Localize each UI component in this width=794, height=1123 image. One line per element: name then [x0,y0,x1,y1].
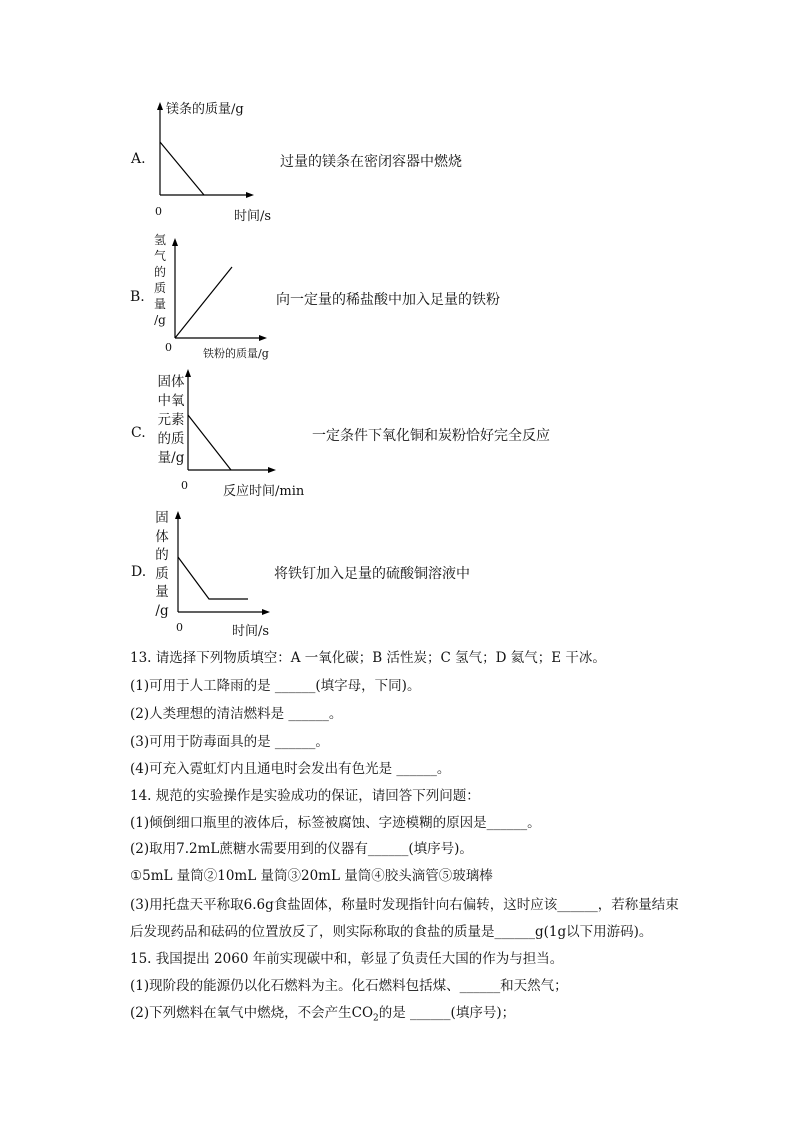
graph-d-curve [178,557,248,599]
graph-c-curve [188,415,231,470]
graph-b-plot [165,235,275,345]
q15-stem: 15. 我国提出 2060 年前实现碳中和，彰显了负责任大国的作为与担当。 [130,951,564,967]
q14-part-3b: 后发现药品和砝码的位置放反了，则实际称取的食盐的质量是______g(1g以下用游码)。 [130,924,653,940]
graph-b-y-arrow [172,238,178,246]
graph-c-y-axis-label: 固体 中氧 元素 的质 量/g [157,374,185,466]
q14-stem: 14. 规范的实验操作是实验成功的保证，请回答下列问题： [130,788,480,804]
graph-b-x-axis-label: 铁粉的质量/g [203,347,269,360]
graph-a-y-axis-label: 镁条的质量/g [166,102,244,117]
q15-part-1: (1)现阶段的能源仍以化石燃料为主。化石燃料包括煤、______和天然气； [130,978,568,994]
option-a-label: A. [131,151,146,167]
graph-d-plot [168,507,278,617]
q14-options: ①5mL 量筒②10mL 量筒③20mL 量筒④胶头滴管⑤玻璃棒 [130,868,493,884]
graph-b-curve [175,267,232,338]
q14-part-3a: (3)用托盘天平称取6.6g食盐固体，称量时发现指针向右偏转，这时应该______，若称量结束 [130,897,679,913]
option-d-label: D. [131,564,147,580]
graph-d-origin: 0 [176,621,183,634]
q14-part-1: (1)倾倒细口瓶里的液体后，标签被腐蚀、字迹模糊的原因是______。 [130,815,541,831]
q13-part-2: (2)人类理想的清洁燃料是 ______。 [130,706,343,722]
graph-d-y-axis-label: 固 体 的 质 量 /g [155,510,169,619]
graph-c-plot [178,365,288,475]
graph-d-x-axis-label: 时间/s [232,624,270,639]
graph-a-curve [160,142,204,195]
graph-b-description: 向一定量的稀盐酸中加入足量的铁粉 [276,292,500,308]
graph-d-y-arrow [175,511,181,519]
graph-d-x-arrow [262,609,270,615]
option-c-label: C. [131,425,146,441]
q14-part-2: (2)取用7.2mL蔗糖水需要用到的仪器有______(填序号)。 [130,841,473,857]
graph-c-y-arrow [185,369,191,377]
graph-a-plot [150,100,260,205]
graph-c-description: 一定条件下氧化铜和炭粉恰好完全反应 [312,428,550,444]
q13-part-3: (3)可用于防毒面具的是 ______。 [130,734,329,750]
graph-b-y-axis-label: 氢 气 的 质 量 /g [153,233,166,327]
q15-part-2 [130,1001,515,1024]
graph-b-x-arrow [259,335,267,341]
option-b-label: B. [130,289,145,305]
q15-co2-subscript: 2 [373,1013,379,1024]
graph-c-x-axis-label: 反应时间/min [223,484,305,499]
graph-b-origin: 0 [165,341,172,354]
graph-a-y-arrow [157,102,163,110]
graph-d-description: 将铁钉加入足量的硫酸铜溶液中 [274,566,470,582]
graph-c-x-arrow [268,467,276,473]
graph-a-x-arrow [246,192,254,198]
q15-part-2-text: (2)下列燃料在氧气中燃烧，不会产生CO [130,1005,374,1021]
q13-part-1: (1)可用于人工降雨的是 ______(填字母，下同)。 [130,678,421,694]
graph-a-description: 过量的镁条在密闭容器中燃烧 [280,154,462,170]
q13-part-4: (4)可充入霓虹灯内且通电时会发出有色光是 ______。 [130,761,451,777]
graph-a-x-axis-label: 时间/s [234,209,272,224]
q13-stem: 13. 请选择下列物质填空：A 一氧化碳；B 活性炭；C 氢气；D 氦气；E 干冰。 [130,650,606,666]
graph-a-origin: 0 [155,205,162,218]
graph-c-origin: 0 [181,479,188,492]
q15-part-2-tail: 的是 ______(填序号)； [378,1005,516,1021]
